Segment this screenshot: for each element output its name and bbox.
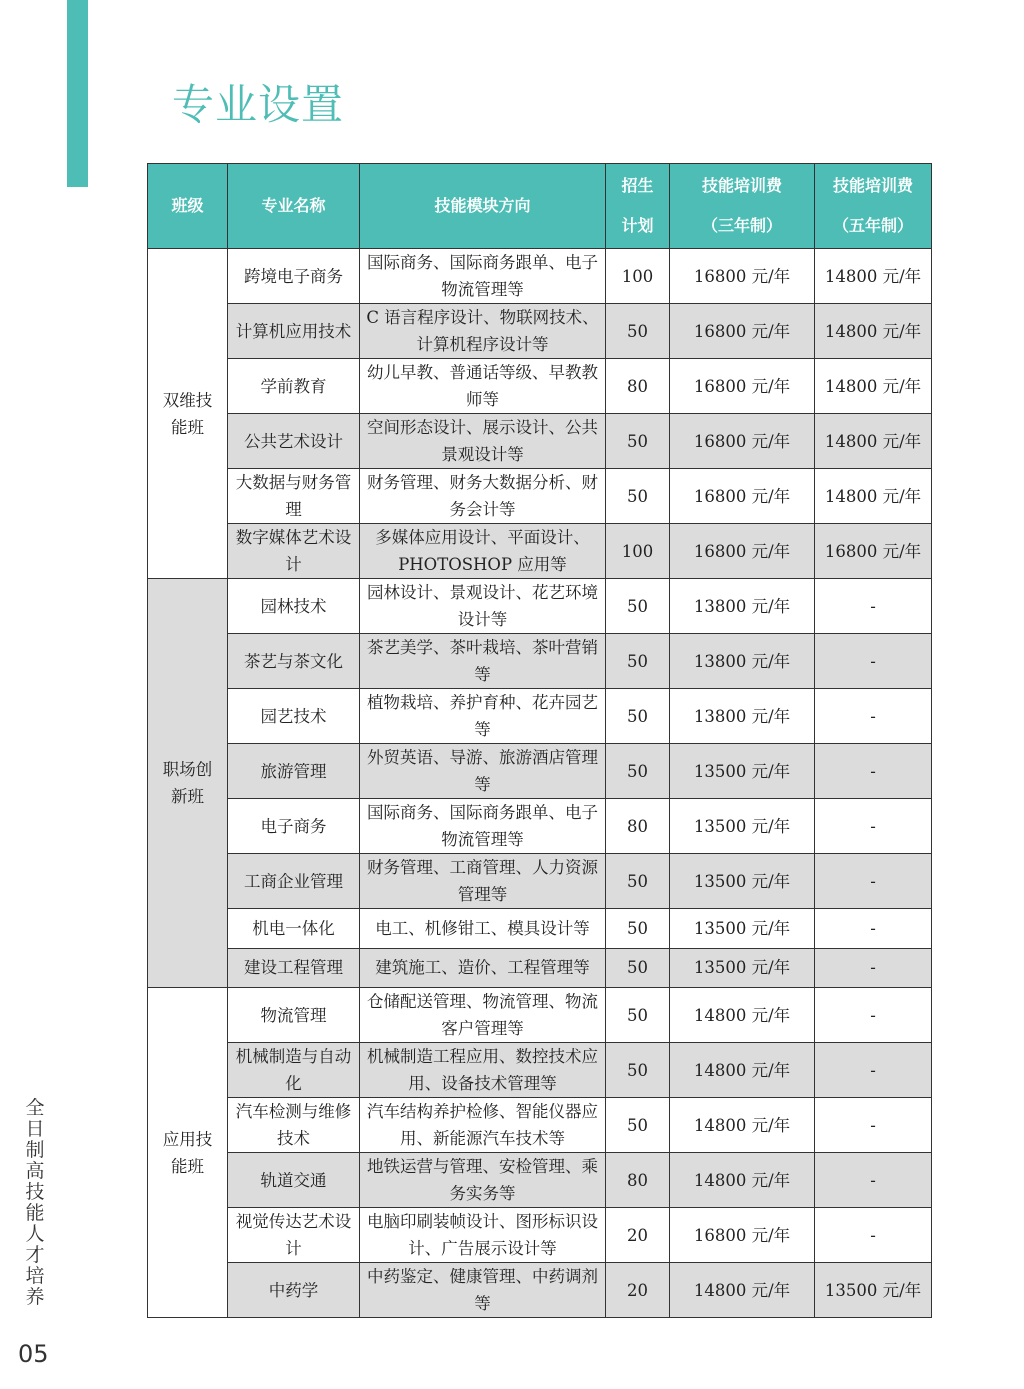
fee-5yr-cell: -	[815, 1043, 932, 1098]
major-cell: 园艺技术	[228, 689, 360, 744]
table-row	[148, 1263, 932, 1318]
group-label: 应用技能班	[162, 1129, 213, 1176]
table-row	[148, 689, 932, 744]
plan-cell: 100	[606, 524, 670, 579]
table-row	[148, 854, 932, 909]
module-cell: 幼儿早教、普通话等级、早教教师等	[360, 359, 606, 414]
fee-3yr-cell: 13500 元/年	[670, 948, 815, 988]
header-fee5-line1: 技能培训费	[832, 176, 913, 195]
table-row	[148, 304, 932, 359]
fee-5yr-cell: -	[815, 909, 932, 949]
fee-3yr-cell: 14800 元/年	[670, 1263, 815, 1318]
page-number: 05	[18, 1340, 49, 1368]
major-cell: 园林技术	[228, 579, 360, 634]
module-cell: 电脑印刷装帧设计、图形标识设计、广告展示设计等	[360, 1208, 606, 1263]
fee-5yr-cell: -	[815, 1153, 932, 1208]
accent-bar	[67, 0, 88, 187]
fee-5yr-cell: -	[815, 579, 932, 634]
fee-5yr-cell: 13500 元/年	[815, 1263, 932, 1318]
table-row	[148, 988, 932, 1043]
module-cell: 外贸英语、导游、旅游酒店管理等	[360, 744, 606, 799]
fee-5yr-cell: -	[815, 988, 932, 1043]
group-label: 职场创新班	[162, 760, 213, 806]
major-cell: 工商企业管理	[228, 854, 360, 909]
fee-5yr-cell: 14800 元/年	[815, 304, 932, 359]
header-fee3-line1: 技能培训费	[701, 176, 782, 195]
major-cell: 机械制造与自动化	[228, 1043, 360, 1098]
side-vertical-text: 全日制高技能人才培养	[25, 1097, 45, 1308]
module-cell: 仓储配送管理、物流管理、物流客户管理等	[360, 988, 606, 1043]
fee-3yr-cell: 13800 元/年	[670, 579, 815, 634]
plan-cell: 50	[606, 414, 670, 469]
major-cell: 电子商务	[228, 799, 360, 854]
table-row	[148, 469, 932, 524]
module-cell: 空间形态设计、展示设计、公共景观设计等	[360, 414, 606, 469]
module-cell: 国际商务、国际商务跟单、电子物流管理等	[360, 799, 606, 854]
plan-cell: 100	[606, 249, 670, 304]
major-cell: 旅游管理	[228, 744, 360, 799]
plan-cell: 50	[606, 579, 670, 634]
table-row	[148, 359, 932, 414]
major-cell: 跨境电子商务	[228, 249, 360, 304]
fee-3yr-cell: 16800 元/年	[670, 524, 815, 579]
table-row	[148, 1043, 932, 1098]
header-class: 班级	[148, 164, 228, 249]
header-fee-5yr	[815, 164, 932, 249]
fee-5yr-cell: 16800 元/年	[815, 524, 932, 579]
fee-3yr-cell: 16800 元/年	[670, 249, 815, 304]
fee-5yr-cell: -	[815, 744, 932, 799]
fee-5yr-cell: -	[815, 1098, 932, 1153]
major-cell: 建设工程管理	[228, 948, 360, 988]
module-cell: 财务管理、财务大数据分析、财务会计等	[360, 469, 606, 524]
fee-5yr-cell: 14800 元/年	[815, 414, 932, 469]
table-row	[148, 948, 932, 988]
major-cell: 机电一体化	[228, 909, 360, 949]
major-cell: 学前教育	[228, 359, 360, 414]
header-plan-line2: 计划	[621, 216, 654, 235]
major-cell: 中药学	[228, 1263, 360, 1318]
fee-5yr-cell: -	[815, 799, 932, 854]
plan-cell: 50	[606, 948, 670, 988]
majors-table	[147, 163, 932, 1318]
major-cell: 轨道交通	[228, 1153, 360, 1208]
plan-cell: 80	[606, 799, 670, 854]
major-cell: 汽车检测与维修技术	[228, 1098, 360, 1153]
page-title: 专业设置	[172, 80, 345, 129]
module-cell: 地铁运营与管理、安检管理、乘务实务等	[360, 1153, 606, 1208]
fee-3yr-cell: 16800 元/年	[670, 1208, 815, 1263]
plan-cell: 50	[606, 744, 670, 799]
fee-3yr-cell: 13500 元/年	[670, 744, 815, 799]
fee-3yr-cell: 13800 元/年	[670, 689, 815, 744]
major-cell: 公共艺术设计	[228, 414, 360, 469]
fee-5yr-cell: -	[815, 854, 932, 909]
plan-cell: 80	[606, 1153, 670, 1208]
plan-cell: 50	[606, 988, 670, 1043]
plan-cell: 50	[606, 1043, 670, 1098]
plan-cell: 50	[606, 909, 670, 949]
plan-cell: 50	[606, 689, 670, 744]
module-cell: 电工、机修钳工、模具设计等	[360, 909, 606, 949]
group-cell	[148, 249, 228, 579]
plan-cell: 50	[606, 1098, 670, 1153]
header-plan-line1: 招生	[621, 176, 654, 195]
fee-5yr-cell: -	[815, 634, 932, 689]
module-cell: 多媒体应用设计、平面设计、PHOTOSHOP 应用等	[360, 524, 606, 579]
header-fee-3yr	[670, 164, 815, 249]
module-cell: 建筑施工、造价、工程管理等	[360, 948, 606, 988]
major-cell: 视觉传达艺术设计	[228, 1208, 360, 1263]
table-row	[148, 414, 932, 469]
fee-3yr-cell: 13800 元/年	[670, 634, 815, 689]
table-row	[148, 579, 932, 634]
fee-5yr-cell: 14800 元/年	[815, 249, 932, 304]
module-cell: 茶艺美学、茶叶栽培、茶叶营销等	[360, 634, 606, 689]
plan-cell: 50	[606, 634, 670, 689]
module-cell: 植物栽培、养护育种、花卉园艺等	[360, 689, 606, 744]
header-fee5-line2: （五年制）	[832, 216, 913, 235]
module-cell: 园林设计、景观设计、花艺环境设计等	[360, 579, 606, 634]
major-cell: 茶艺与茶文化	[228, 634, 360, 689]
fee-3yr-cell: 13500 元/年	[670, 909, 815, 949]
table-row	[148, 744, 932, 799]
major-cell: 数字媒体艺术设计	[228, 524, 360, 579]
plan-cell: 20	[606, 1263, 670, 1318]
fee-3yr-cell: 16800 元/年	[670, 359, 815, 414]
fee-3yr-cell: 13500 元/年	[670, 854, 815, 909]
fee-3yr-cell: 13500 元/年	[670, 799, 815, 854]
module-cell: 中药鉴定、健康管理、中药调剂等	[360, 1263, 606, 1318]
plan-cell: 80	[606, 359, 670, 414]
module-cell: 国际商务、国际商务跟单、电子物流管理等	[360, 249, 606, 304]
table-row	[148, 524, 932, 579]
table-row	[148, 909, 932, 949]
header-plan	[606, 164, 670, 249]
group-label: 双维技能班	[162, 390, 213, 437]
fee-3yr-cell: 16800 元/年	[670, 304, 815, 359]
fee-3yr-cell: 14800 元/年	[670, 1043, 815, 1098]
fee-5yr-cell: 14800 元/年	[815, 359, 932, 414]
fee-3yr-cell: 14800 元/年	[670, 988, 815, 1043]
fee-3yr-cell: 16800 元/年	[670, 469, 815, 524]
table-row	[148, 249, 932, 304]
table-header-row	[148, 164, 932, 249]
plan-cell: 50	[606, 304, 670, 359]
plan-cell: 20	[606, 1208, 670, 1263]
group-cell	[148, 988, 228, 1318]
table-row	[148, 1208, 932, 1263]
fee-3yr-cell: 14800 元/年	[670, 1153, 815, 1208]
table-row	[148, 1098, 932, 1153]
major-cell: 计算机应用技术	[228, 304, 360, 359]
major-cell: 大数据与财务管理	[228, 469, 360, 524]
fee-5yr-cell: -	[815, 689, 932, 744]
header-module: 技能模块方向	[360, 164, 606, 249]
group-cell	[148, 579, 228, 988]
table-row	[148, 634, 932, 689]
module-cell: 汽车结构养护检修、智能仪器应用、新能源汽车技术等	[360, 1098, 606, 1153]
fee-5yr-cell: -	[815, 948, 932, 988]
module-cell: C 语言程序设计、物联网技术、计算机程序设计等	[360, 304, 606, 359]
table-row	[148, 1153, 932, 1208]
fee-3yr-cell: 16800 元/年	[670, 414, 815, 469]
fee-5yr-cell: 14800 元/年	[815, 469, 932, 524]
fee-3yr-cell: 14800 元/年	[670, 1098, 815, 1153]
plan-cell: 50	[606, 469, 670, 524]
module-cell: 机械制造工程应用、数控技术应用、设备技术管理等	[360, 1043, 606, 1098]
header-fee3-line2: （三年制）	[701, 216, 782, 235]
table-row	[148, 799, 932, 854]
fee-5yr-cell: -	[815, 1208, 932, 1263]
plan-cell: 50	[606, 854, 670, 909]
major-cell: 物流管理	[228, 988, 360, 1043]
module-cell: 财务管理、工商管理、人力资源管理等	[360, 854, 606, 909]
header-major: 专业名称	[228, 164, 360, 249]
